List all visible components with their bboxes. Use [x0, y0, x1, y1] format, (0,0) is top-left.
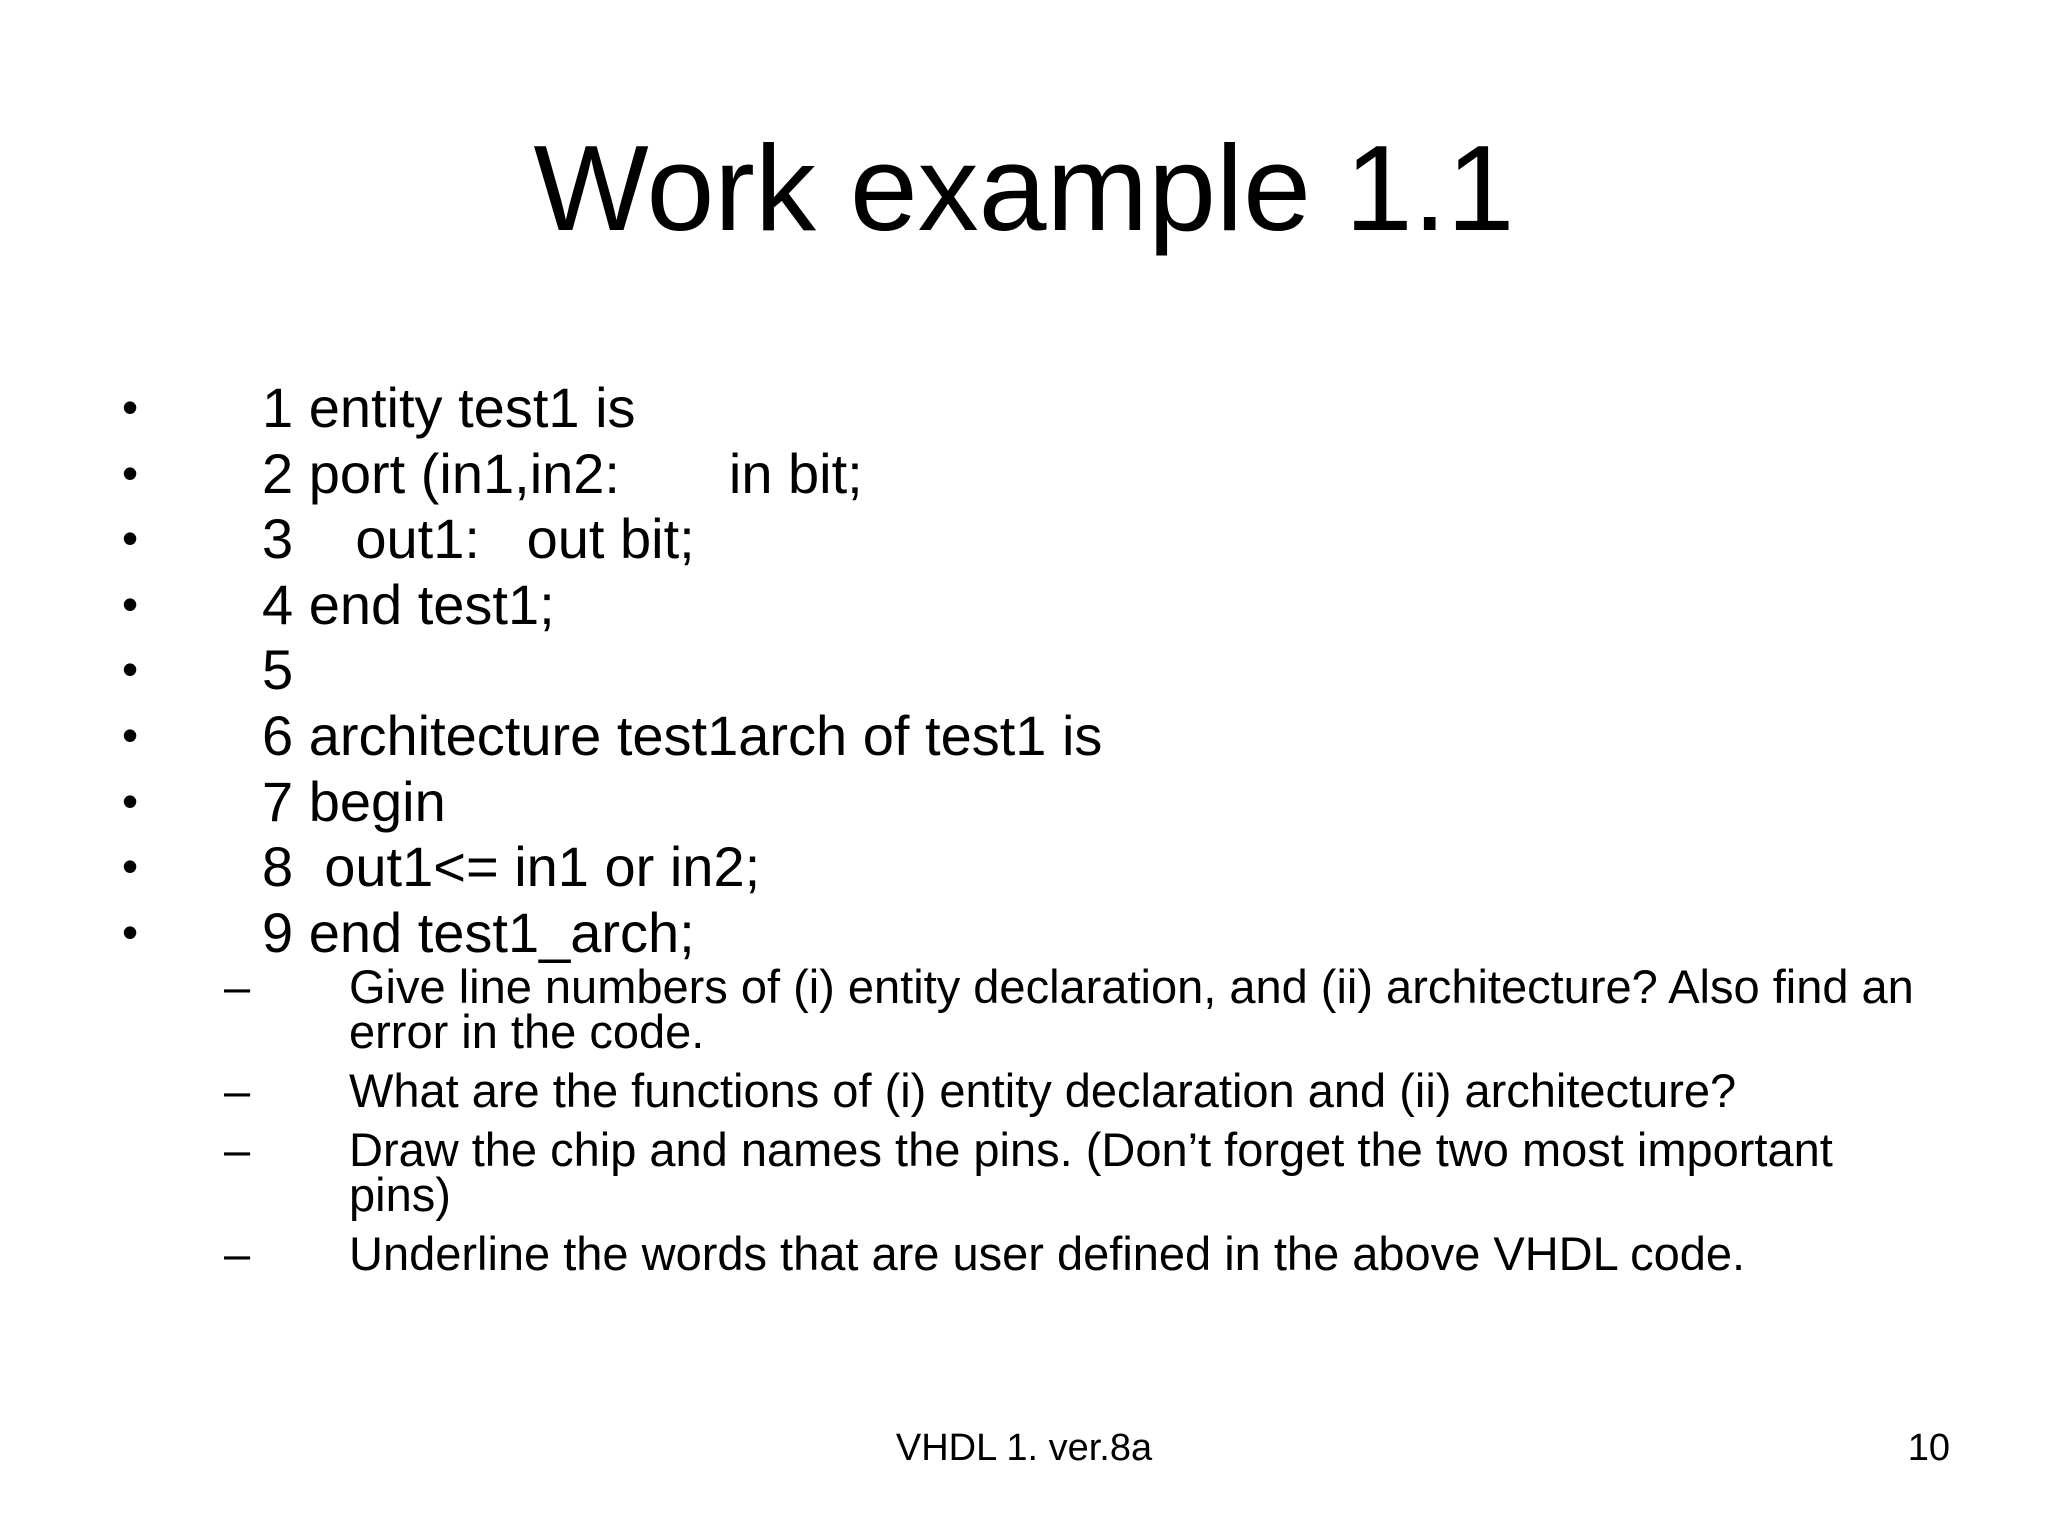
- code-text: 2 port (in1,in2: in bit;: [262, 441, 863, 505]
- page-number: 10: [1907, 1427, 1950, 1469]
- slide-title: Work example 1.1: [533, 120, 1515, 256]
- code-line-2: [0, 441, 863, 507]
- bullet-icon: •: [122, 643, 139, 696]
- question-text: Underline the words that are user defined in the above VHDL code.: [349, 1227, 1746, 1280]
- code-line-4: [0, 572, 555, 638]
- code-line-7: [0, 769, 446, 835]
- code-line-9: [0, 900, 695, 966]
- code-line-8: [0, 834, 761, 900]
- bullet-icon: •: [122, 774, 139, 827]
- question-item: [0, 960, 1939, 1058]
- bullet-icon: •: [122, 446, 139, 499]
- bullet-icon: •: [122, 381, 139, 433]
- dash-bullet-icon: –: [224, 1123, 251, 1176]
- question-text: What are the functions of (i) entity declaration and (ii) architecture?: [349, 1064, 1737, 1117]
- question-text: Give line numbers of (i) entity declaration, and (ii) architecture? Also find an error in the code.: [349, 960, 1914, 1058]
- code-text: 9 end test1_arch;: [262, 900, 695, 964]
- code-line-3: [0, 506, 695, 572]
- question-list: [0, 960, 1939, 1290]
- code-text: 5: [262, 638, 294, 702]
- question-item: [0, 1064, 1939, 1117]
- dash-bullet-icon: –: [224, 1064, 251, 1117]
- code-text: 7 begin: [262, 769, 446, 833]
- code-text: 1 entity test1 is: [262, 376, 636, 439]
- code-text: 6 architecture test1arch of test1 is: [262, 703, 1103, 767]
- bullet-icon: •: [122, 577, 139, 630]
- bullet-icon: •: [122, 708, 139, 761]
- question-item: [0, 1123, 1939, 1221]
- question-text: Draw the chip and names the pins. (Don’t forget the two most important pins): [349, 1123, 1833, 1221]
- code-text: 8 out1<= in1 or in2;: [262, 835, 761, 899]
- code-line-1: [0, 375, 636, 441]
- bullet-icon: •: [122, 905, 139, 958]
- code-text: 4 end test1;: [262, 572, 555, 636]
- dash-bullet-icon: –: [224, 1227, 251, 1280]
- dash-bullet-icon: –: [224, 960, 251, 1013]
- bullet-icon: •: [122, 512, 139, 565]
- question-item: [0, 1227, 1939, 1280]
- code-listing: [0, 375, 1103, 965]
- code-line-5: [0, 637, 294, 703]
- code-line-6: [0, 703, 1103, 769]
- bullet-icon: •: [122, 840, 139, 893]
- code-text: 3 out1: out bit;: [262, 507, 695, 571]
- footer-label: VHDL 1. ver.8a: [895, 1427, 1153, 1469]
